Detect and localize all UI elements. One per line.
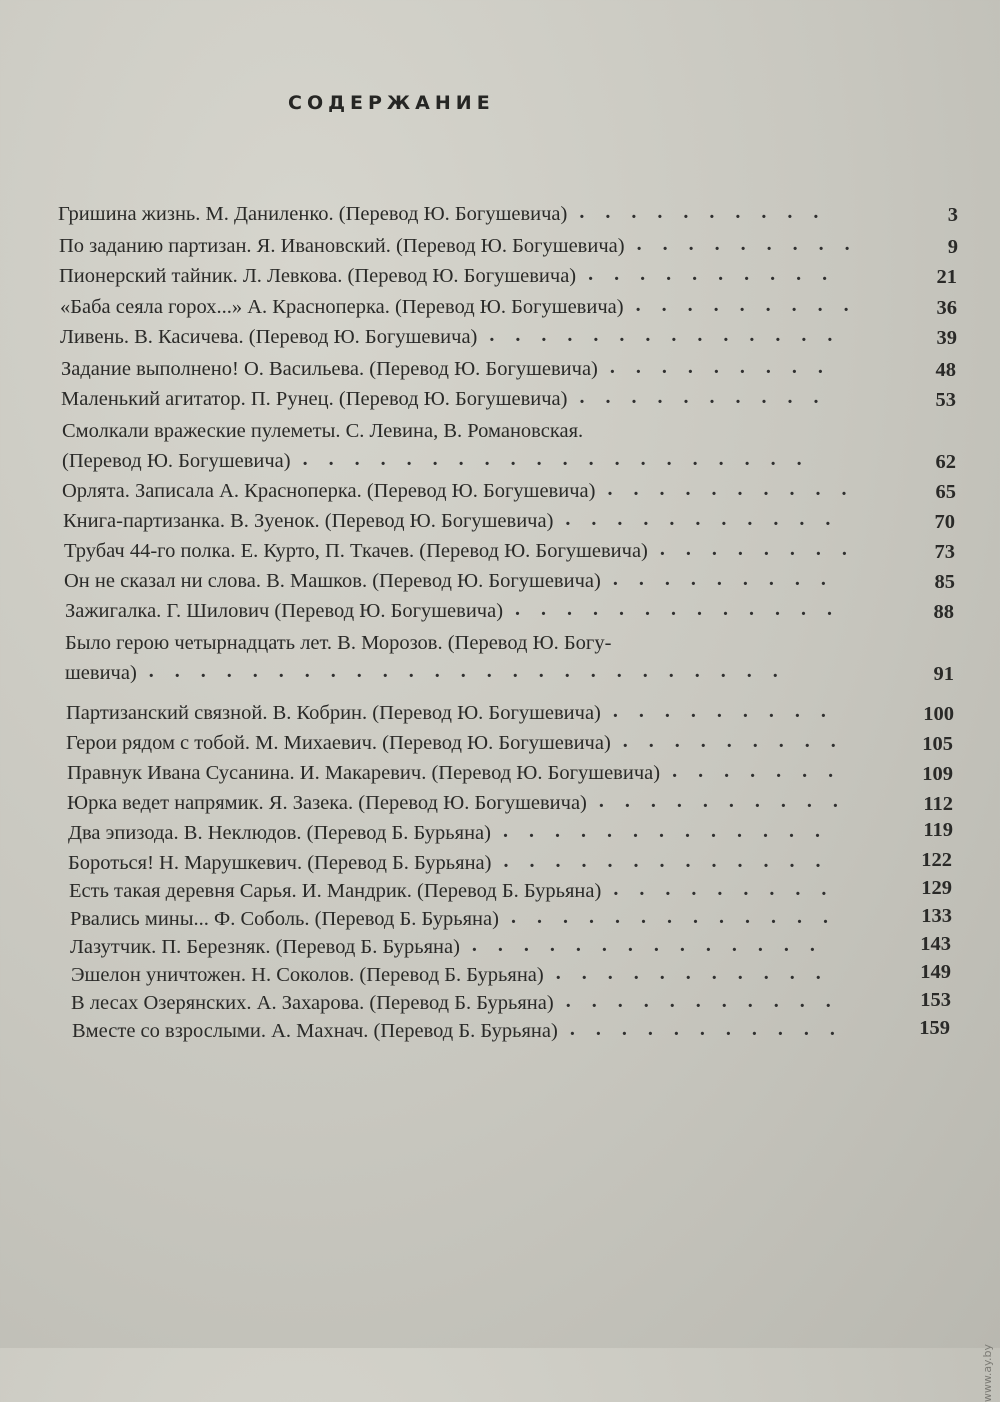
page-number: 3 (947, 204, 958, 226)
dot-leader: .................... (302, 448, 823, 470)
dot-leader: ........ (659, 538, 868, 560)
page-number: 133 (921, 905, 952, 927)
toc-entry-title: Орлята. Записала А. Красноперка. (Перевод Ю. Богушевича) (62, 480, 596, 502)
dot-leader: ......... (622, 730, 857, 752)
dot-leader: ............. (510, 906, 849, 928)
toc-entry-title: Герои рядом с тобой. М. Михаевич. (Перевод Ю. Богушевича) (66, 732, 611, 754)
toc-entry-title: Зажигалка. Г. Шилович (Перевод Ю. Богушевича) (65, 600, 504, 622)
dot-leader: ......... (613, 878, 848, 900)
page-number: 119 (923, 819, 953, 841)
page-number: 73 (934, 541, 955, 563)
page-number: 105 (922, 733, 953, 755)
toc-entry-title: Юрка ведет напрямик. Я. Зазека. (Перевод Ю. Богушевича) (67, 792, 587, 814)
dot-leader: ......... (636, 233, 871, 255)
page-number: 70 (934, 511, 955, 533)
toc-entry-title: Гришина жизнь. М. Даниленко. (Перевод Ю. Богушевича) (58, 203, 568, 225)
page-number: 36 (936, 297, 957, 319)
toc-entry-title: Вместе со взрослыми. А. Махнач. (Перевод Б. Бурьяна) (72, 1020, 558, 1042)
dot-leader: ......... (635, 294, 870, 316)
toc-entry-title: По заданию партизан. Я. Ивановский. (Перевод Ю. Богушевича) (59, 235, 625, 257)
toc-entry-title: Эшелон уничтожен. Н. Соколов. (Перевод Б. Бурьяна) (71, 964, 544, 986)
dot-leader: ........... (555, 962, 842, 984)
dot-leader: ............. (503, 850, 842, 872)
page-number: 65 (935, 481, 956, 503)
toc-entry-title: Правнук Ивана Сусанина. И. Макаревич. (Перевод Ю. Богушевича) (67, 762, 661, 784)
page-number: 153 (920, 989, 951, 1011)
toc-entry-title: Два эпизода. В. Неклюдов. (Перевод Б. Бурьяна) (68, 822, 491, 844)
page-number: 53 (935, 389, 956, 411)
page-number: 109 (922, 763, 953, 785)
dot-leader: .......... (579, 386, 840, 408)
dot-leader: ......... (609, 356, 844, 378)
dot-leader: ......................... (148, 660, 799, 682)
toc-entry-title: Он не сказал ни слова. В. Машков. (Перевод Ю. Богушевича) (64, 570, 601, 592)
toc-entry-title: Лазутчик. П. Березняк. (Перевод Б. Бурьяна) (70, 936, 460, 958)
page-number: 91 (933, 663, 954, 685)
toc-entry-title-continued: шевича) (65, 662, 137, 684)
site-watermark: www.ay.by (981, 1344, 994, 1402)
toc-entry-title: Маленький агитатор. П. Рунец. (Перевод Ю. Богушевича) (61, 388, 568, 410)
toc-entry-title: Смолкали вражеские пулеметы. С. Левина, В. Романовская. (62, 420, 584, 442)
toc-entry-title: Ливень. В. Касичева. (Перевод Ю. Богушевича) (60, 326, 478, 348)
page-number: 62 (935, 451, 956, 473)
toc-entry-title: Бороться! Н. Марушкевич. (Перевод Б. Бурьяна) (68, 852, 492, 874)
page-number: 21 (936, 266, 957, 288)
toc-entry-title: Партизанский связной. В. Кобрин. (Перевод Ю. Богушевича) (66, 702, 601, 724)
page-number: 88 (933, 601, 954, 623)
page-number: 85 (934, 571, 955, 593)
dot-leader: ....... (672, 760, 855, 782)
page-number: 9 (947, 236, 958, 258)
page-number: 149 (920, 961, 951, 983)
dot-leader: .......... (579, 201, 840, 223)
toc-entry-title-continued: (Перевод Ю. Богушевича) (62, 450, 291, 472)
page-number: 48 (935, 359, 956, 381)
toc-entry-title: Рвались мины... Ф. Соболь. (Перевод Б. Бурьяна) (70, 908, 499, 930)
dot-leader: ......... (612, 700, 847, 722)
dot-leader: ......... (612, 568, 847, 590)
page-number: 39 (936, 327, 957, 349)
dot-leader: ........... (569, 1018, 856, 1040)
dot-leader: .............. (489, 324, 854, 346)
dot-leader: .......... (588, 263, 849, 285)
page-number: 143 (920, 933, 951, 955)
dot-leader: ........... (565, 990, 852, 1012)
dot-leader: ............. (515, 598, 854, 620)
contents-heading: СОДЕРЖАНИЕ (288, 92, 495, 114)
page-number: 112 (923, 793, 953, 815)
toc-entry-title: Трубач 44-го полка. Е. Курто, П. Ткачев. (Перевод Ю. Богушевича) (64, 540, 648, 562)
dot-leader: .............. (471, 934, 836, 956)
toc-entry-title: Пионерский тайник. Л. Левкова. (Перевод Ю. Богушевича) (59, 265, 577, 287)
dot-leader: .......... (598, 790, 859, 812)
page-number: 122 (921, 849, 952, 871)
toc-entry-title: В лесах Озерянских. А. Захарова. (Перевод Б. Бурьяна) (71, 992, 554, 1014)
toc-entry-title: Книга-партизанка. В. Зуенок. (Перевод Ю. Богушевича) (63, 510, 554, 532)
toc-entry-title: Было герою четырнадцать лет. В. Морозов. (Перевод Ю. Богу- (65, 632, 612, 654)
page-number: 129 (921, 877, 952, 899)
toc-entry-title: «Баба сеяла горох...» А. Красноперка. (Перевод Ю. Богушевича) (60, 296, 624, 318)
toc-entry-title: Задание выполнено! О. Васильева. (Перевод Ю. Богушевича) (61, 358, 598, 380)
dot-leader: ........... (565, 508, 852, 530)
page-number: 159 (919, 1017, 950, 1039)
page-number: 100 (923, 703, 954, 725)
dot-leader: ............. (502, 820, 841, 842)
toc-entry-title: Есть такая деревня Сарья. И. Мандрик. (Перевод Б. Бурьяна) (69, 880, 602, 902)
dot-leader: .......... (607, 478, 868, 500)
